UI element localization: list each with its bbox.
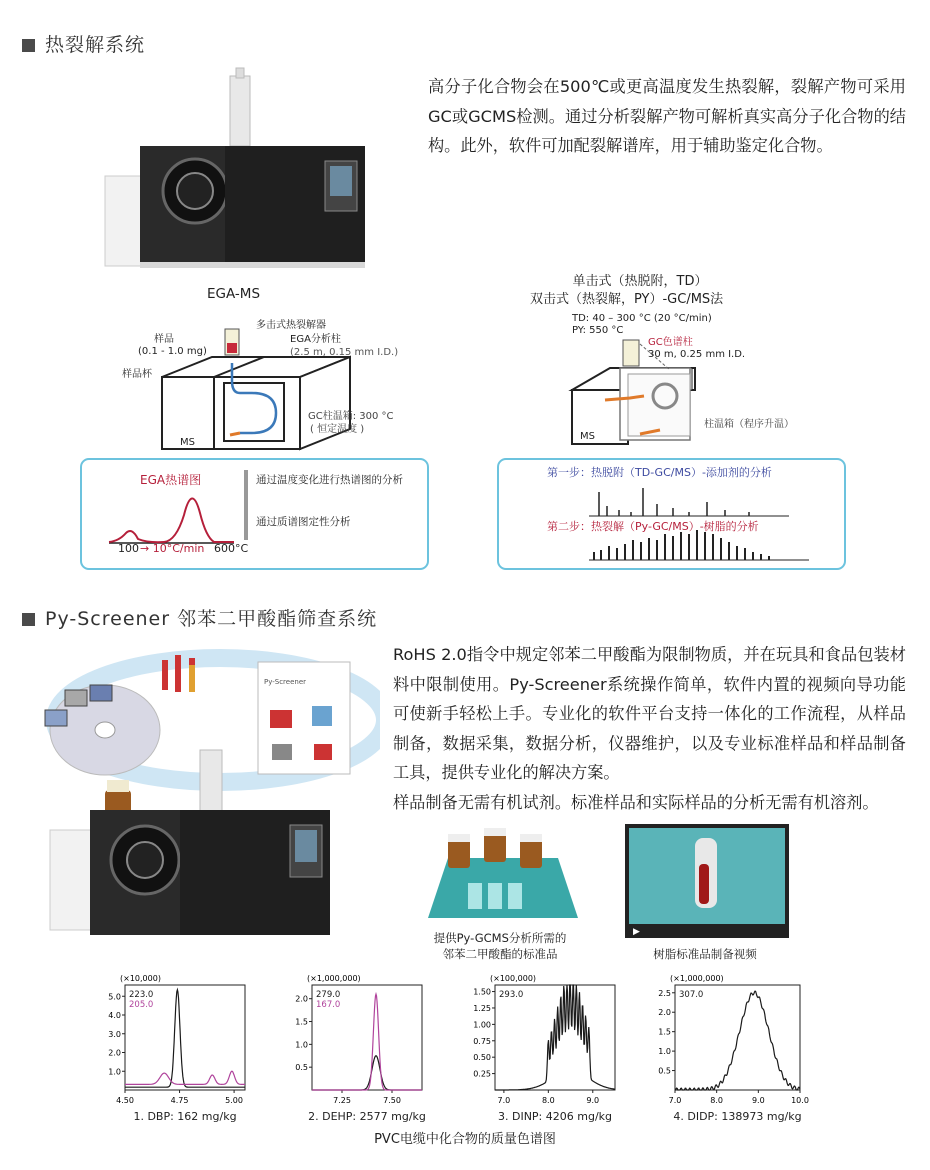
charts-caption: PVC电缆中化合物的质量色谱图 [374,1132,556,1147]
resin-video-player[interactable] [625,824,789,938]
chart-caption-4: 4. DIDP: 138973 mg/kg [673,1110,802,1123]
series-line-307.0 [675,991,800,1090]
y-multiplier-label: (×1,000,000) [670,974,724,983]
x-tick-label: 8.0 [541,1096,555,1105]
section-title-py-screener: Py-Screener 邻苯二甲酸酯筛查系统 [22,604,377,631]
section-square-icon [22,39,35,52]
step2-chromatogram [589,528,809,562]
chromatogram-chart-1 [85,970,255,1120]
y-tick-label: 1.0 [108,1067,121,1077]
section-title-pyrolysis: 热裂解系统 [22,30,145,57]
gc-column-label: GC色谱柱 [648,337,693,348]
x-tick-label: 7.0 [668,1096,682,1105]
video-sample [699,864,709,904]
td-condition: TD: 40 – 300 °C (20 °C/min) [572,313,712,324]
pyrolyzer-label: 多击式热裂解器 [256,320,326,331]
py-screener-description: RoHS 2.0指令中规定邻苯二甲酸酯为限制物质，并在玩具和食品包装材料中限制使用。Py-Screener系统操作简单，软件内置的视频向导功能可使新手轻松上手。专业化的软件平台支持一体化的工作流程，从样品制备，数据采集，数据分析，仪器维护，以及专业标准样品和样品制备工具，提供专业化的解决方案。 样品制备无需有机试剂。标准样品和实际样品的分析无需有机溶剂。 [393,645,906,812]
x-tick-label: 7.50 [383,1096,401,1105]
thermogram-note-2: 通过质谱图定性分析 [256,516,351,528]
y-tick-label: 1.0 [658,1047,671,1057]
axis-rate-label: → 10°C/min [140,542,205,555]
double-shot-panel [497,458,846,570]
ega-column-spec: (2.5 m, 0.15 mm I.D.) [290,347,399,358]
x-tick-label: 10.0 [791,1096,809,1105]
py-screener-workflow-image [20,640,380,940]
program-oven-label: 柱温箱（程序升温） [704,419,794,430]
series-label: 223.0 [129,990,154,1000]
y-tick-label: 1.5 [295,1017,308,1027]
y-tick-label: 1.0 [295,1040,308,1050]
step1-chromatogram [589,482,789,518]
ega-ms-title: EGA-MS [207,286,261,302]
series-line-279.0 [312,1056,422,1090]
section-square-icon [22,613,35,626]
y-tick-label: 0.50 [473,1053,491,1063]
y-tick-label: 4.0 [108,1011,121,1020]
series-line-293.0 [495,985,615,1090]
y-tick-label: 0.5 [295,1063,308,1073]
ms-label-2: MS [580,431,595,442]
double-shot-title-1: 单击式（热脱附，TD） [572,274,708,289]
x-tick-label: 4.75 [170,1096,189,1105]
play-icon[interactable]: ▶ [633,927,640,937]
y-tick-label: 5.0 [108,992,121,1002]
chromatogram-chart-2 [272,970,432,1120]
y-tick-label: 2.0 [658,1008,671,1018]
py-condition: PY: 550 °C [572,325,624,336]
series-label: 205.0 [129,1000,154,1010]
x-tick-label: 9.0 [586,1096,600,1105]
x-tick-label: 4.50 [116,1096,134,1105]
series-label: 167.0 [316,1000,341,1010]
gc-oven-label: GC柱温箱: 300 °C [308,411,394,422]
series-label: 307.0 [679,990,704,1000]
y-tick-label: 2.0 [295,994,308,1004]
y-tick-label: 2.5 [658,988,671,998]
y-multiplier-label: (×1,000,000) [307,974,361,983]
sample-cup-label: 样品杯 [122,369,152,380]
sample-label: 样品 [154,334,174,345]
gcms-instrument-image [100,66,380,271]
video-caption: 树脂标准品制备视频 [653,947,757,961]
ega-thermogram-title: EGA热谱图 [140,473,202,487]
y-tick-label: 1.00 [473,1020,491,1030]
y-tick-label: 0.25 [473,1069,491,1079]
step2-label: 第二步：热裂解（Py-GC/MS）-树脂的分析 [547,520,759,533]
sample-range: (0.1 - 1.0 mg) [138,346,207,357]
series-label: 293.0 [499,990,524,1000]
gc-oven-note: ( 恒定温度 ) [310,424,365,435]
x-tick-label: 7.25 [333,1096,351,1105]
x-tick-label: 8.0 [710,1096,724,1105]
x-tick-label: 9.0 [751,1096,765,1105]
standards-photo [428,828,578,928]
ms-label: MS [180,437,195,448]
y-tick-label: 1.25 [473,1003,491,1013]
divider-bar [244,470,248,540]
y-tick-label: 1.5 [658,1027,671,1037]
y-multiplier-label: (×100,000) [490,974,537,983]
chromatogram-chart-3 [455,970,625,1120]
thermogram-note-1: 通过温度变化进行热谱图的分析 [256,474,403,486]
y-tick-label: 0.5 [658,1066,671,1076]
double-shot-title-2: 双击式（热裂解，PY）-GC/MS法 [530,292,724,307]
axis-end-label: 600°C [214,542,249,555]
step1-label: 第一步：热脱附（TD-GC/MS）-添加剂的分析 [547,466,772,479]
chart-caption-2: 2. DEHP: 2577 mg/kg [308,1110,426,1123]
gc-column-spec: 30 m, 0.25 mm I.D. [648,349,746,360]
y-tick-label: 3.0 [108,1029,121,1039]
standards-caption: 提供Py-GCMS分析所需的 邻苯二甲酸酯的标准品 [433,931,567,961]
pyrolysis-description: 高分子化合物会在500℃或更高温度发生热裂解，裂解产物可采用GC或GCMS检测。通过分析裂解产物可解析真实高分子化合物的结构。此外，软件可加配裂解谱库，用于辅助鉴定化合物。 [428,77,906,155]
x-tick-label: 5.00 [225,1096,243,1105]
ega-thermogram-panel [80,458,429,570]
ega-thermogram-curve [104,485,244,549]
y-tick-label: 1.50 [473,987,491,997]
ega-column-label: EGA分析柱 [290,334,341,345]
axis-start-label: 100 [118,542,139,555]
x-tick-label: 7.0 [497,1096,511,1105]
series-line-205.0 [125,1071,245,1084]
chromatogram-chart-4 [635,970,810,1120]
software-name: Py-Screener [264,678,307,686]
y-multiplier-label: (×10,000) [120,974,161,983]
chart-caption-3: 3. DINP: 4206 mg/kg [497,1110,613,1123]
y-tick-label: 0.75 [473,1036,491,1046]
series-label: 279.0 [316,990,341,1000]
y-tick-label: 2.0 [108,1048,121,1058]
chart-caption-1: 1. DBP: 162 mg/kg [133,1110,237,1123]
